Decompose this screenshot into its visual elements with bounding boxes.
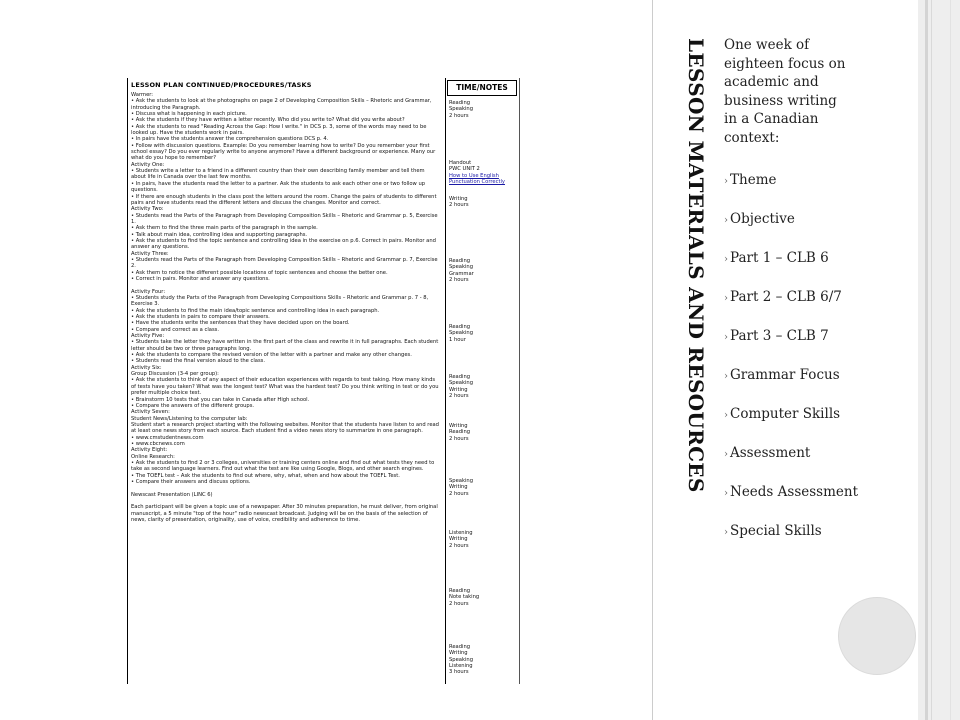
list-item-label: Part 3 – CLB 7 xyxy=(730,328,829,344)
time-note-link[interactable]: How to Use English Punctuation Correctly xyxy=(449,173,505,186)
list-item xyxy=(724,328,864,346)
decorative-stripe xyxy=(925,0,928,720)
bullet-marker-icon: › xyxy=(724,254,728,265)
list-item-label: Part 1 – CLB 6 xyxy=(730,250,829,266)
list-item xyxy=(724,406,864,424)
time-note: Reading Note taking 2 hours xyxy=(449,588,480,607)
bullet-marker-icon: › xyxy=(724,371,728,382)
list-item-label: Grammar Focus xyxy=(730,367,840,383)
list-item xyxy=(724,172,864,190)
decorative-stripe xyxy=(931,0,932,720)
bullet-marker-icon: › xyxy=(724,410,728,421)
list-item xyxy=(724,523,864,541)
time-note: Handout PWC UNIT 2 xyxy=(449,160,480,173)
decorative-stripe xyxy=(950,0,951,720)
slide-divider xyxy=(652,0,653,720)
list-item xyxy=(724,445,864,463)
document-body-text: Warmer: • Ask the students to look at the photographs on page 2 of Developing Composition Skills – Rhetoric and Grammar, introducing the Paragraph. • Discuss what is happening in each picture. • Ask the students if they have written a letter recently. Who did you write to? What did you write about? • Ask the students to read "Reading Across the Gap: How I write." in DCS p. 3, some of the words may need to be looked up. Have the students work in pairs. • In pairs have the students answer the comprehension questions DCS p. 4. • Follow with discussion questions. Example: Do you remember learning how to write? Do you remember your first school essay? Do you ever regularly write to anyone anymore? Have a different background or experience. Many our what do you hope to remember? Activity One: • Students write a letter to a friend in a different country than their own describing family member and tell them about life in Canada over the last few months. • In pairs, have the students read the letter to a partner. Ask the students to ask each other one or two follow up questions. • If there are enough students in the class post the letters around the room. Change the pairs of students to different pairs and have students read the different letters and discuss the changes. Monitor and correct. Activity Two: • Students read the Parts of the Paragraph from Developing Composition Skills – Rhetoric and Grammar p. 5, Exercise 1. • Ask them to find the three main parts of the paragraph in the sample. • Talk about main idea, controlling idea and supporting paragraphs. • Ask the students to find the topic sentence and controlling idea in the exercise on p.6. Correct in pairs. Monitor and answer any questions. Activity Three: • Students read the Parts of the Paragraph from Developing Composition Skills – Rhetoric and Grammar p. 7, Exercise 2. • Ask them to notice the different possible locations of topic sentences and choose the better one. • Correct in pairs. Monitor and answer any questions. Activity Four: • Students study the Parts of the Paragraph from Developing Compositions Skills – Rhetoric and Grammar p. 7 - 8, Exercise 3. • Ask the students to find the main idea/topic sentence and controlling idea in each paragraph. • Ask the students in pairs to compare their answers. • Have the students write the sentences that they have decided upon on the board. • Compare and correct as a class. Activity Five: • Students take the letter they have written in the first part of the class and rewrite it in full paragraphs. Each student letter should be two or three paragraphs long. • Ask the students to compare the revised version of the letter with a partner and make any other changes. • Students read the final version aloud to the class. Activity Six: Group Discussion (3-4 per group): • Ask the students to think of any aspect of their education experiences with regards to test taking. How many kinds of tests have you taken? What was the longest test? What was the hardest test? Do you think writing in test or do you prefer multiple choice test. • Brainstorm 10 tests that you can take in Canada after High school. • Compare the answers of the different groups. Activity Seven: Student News/Listening to the computer lab: Student start a research project starting with the following websites. Monitor that the students have listen to and read at least one news story from each source. Each student find a video news story to summarize in one paragraph. • www.cmstudentnews.com • www.cbcnews.com Activity Eight: Online Research: • Ask the students to find 2 or 3 colleges, universities or training centers online and find out what tests they need to take as second language learners. Find out what the test are like using Google, Blogs, and other search engines. • The TOEFL test – Ask the students to find out where, why, what, when and how about the TOEFL Test. • Compare their answers and discuss options. Newscast Presentation (LINC 6) Each participant will be given a topic use of a newspaper. After 30 minutes preparation, he must deliver, from original manuscript, a 5 minute "top of the hour" radio newscast broadcast. Judging will be on the basis of the selection of news, clarity of presentation, originality, use of voice, credibility and adherence to time. xyxy=(131,92,439,524)
list-item xyxy=(724,367,864,385)
bullet-marker-icon: › xyxy=(724,527,728,538)
list-item xyxy=(724,289,864,307)
bullet-marker-icon: › xyxy=(724,488,728,499)
bullet-marker-icon: › xyxy=(724,215,728,226)
time-note: Reading Speaking Writing 2 hours xyxy=(449,374,473,400)
time-note: Reading Writing Speaking Listening 3 hours xyxy=(449,644,473,676)
time-note: Reading Speaking 1 hour xyxy=(449,324,473,343)
table-border xyxy=(519,78,520,684)
list-item-label: Computer Skills xyxy=(730,406,841,422)
intro-text: One week of eighteen focus on academic and business writing in a Canadian context: xyxy=(724,37,846,146)
list-item xyxy=(724,211,864,229)
bullet-marker-icon: › xyxy=(724,332,728,343)
bullet-marker-icon: › xyxy=(724,176,728,187)
table-border xyxy=(127,78,128,684)
list-item-label: Needs Assessment xyxy=(730,484,859,500)
list-item-label: Assessment xyxy=(730,445,811,461)
time-note: Writing Reading 2 hours xyxy=(449,423,471,442)
list-item-label: Objective xyxy=(730,211,795,227)
lesson-plan-document-image xyxy=(127,78,520,684)
list-item xyxy=(724,250,864,268)
time-note: Writing 2 hours xyxy=(449,196,469,209)
list-item-label: Special Skills xyxy=(730,523,822,539)
list-item-label: Part 2 – CLB 6/7 xyxy=(730,289,842,305)
list-item-label: Theme xyxy=(730,172,777,188)
time-note: Reading Speaking Grammar 2 hours xyxy=(449,258,474,284)
time-note: Reading Speaking 2 hours xyxy=(449,100,473,119)
slide-title: LESSON MATERIALS AND RESOURCES xyxy=(684,38,708,493)
time-note: Listening Writing 2 hours xyxy=(449,530,473,549)
bullet-marker-icon: › xyxy=(724,449,728,460)
table-column-divider xyxy=(445,78,446,684)
bullet-marker-icon: › xyxy=(724,293,728,304)
time-notes-header: TIME/NOTES xyxy=(447,80,517,96)
list-item xyxy=(724,484,864,502)
time-note: Speaking Writing 2 hours xyxy=(449,478,473,497)
document-header: LESSON PLAN CONTINUED/PROCEDURES/TASKS xyxy=(131,81,312,89)
topic-list xyxy=(724,172,864,562)
decorative-circle xyxy=(838,597,916,675)
